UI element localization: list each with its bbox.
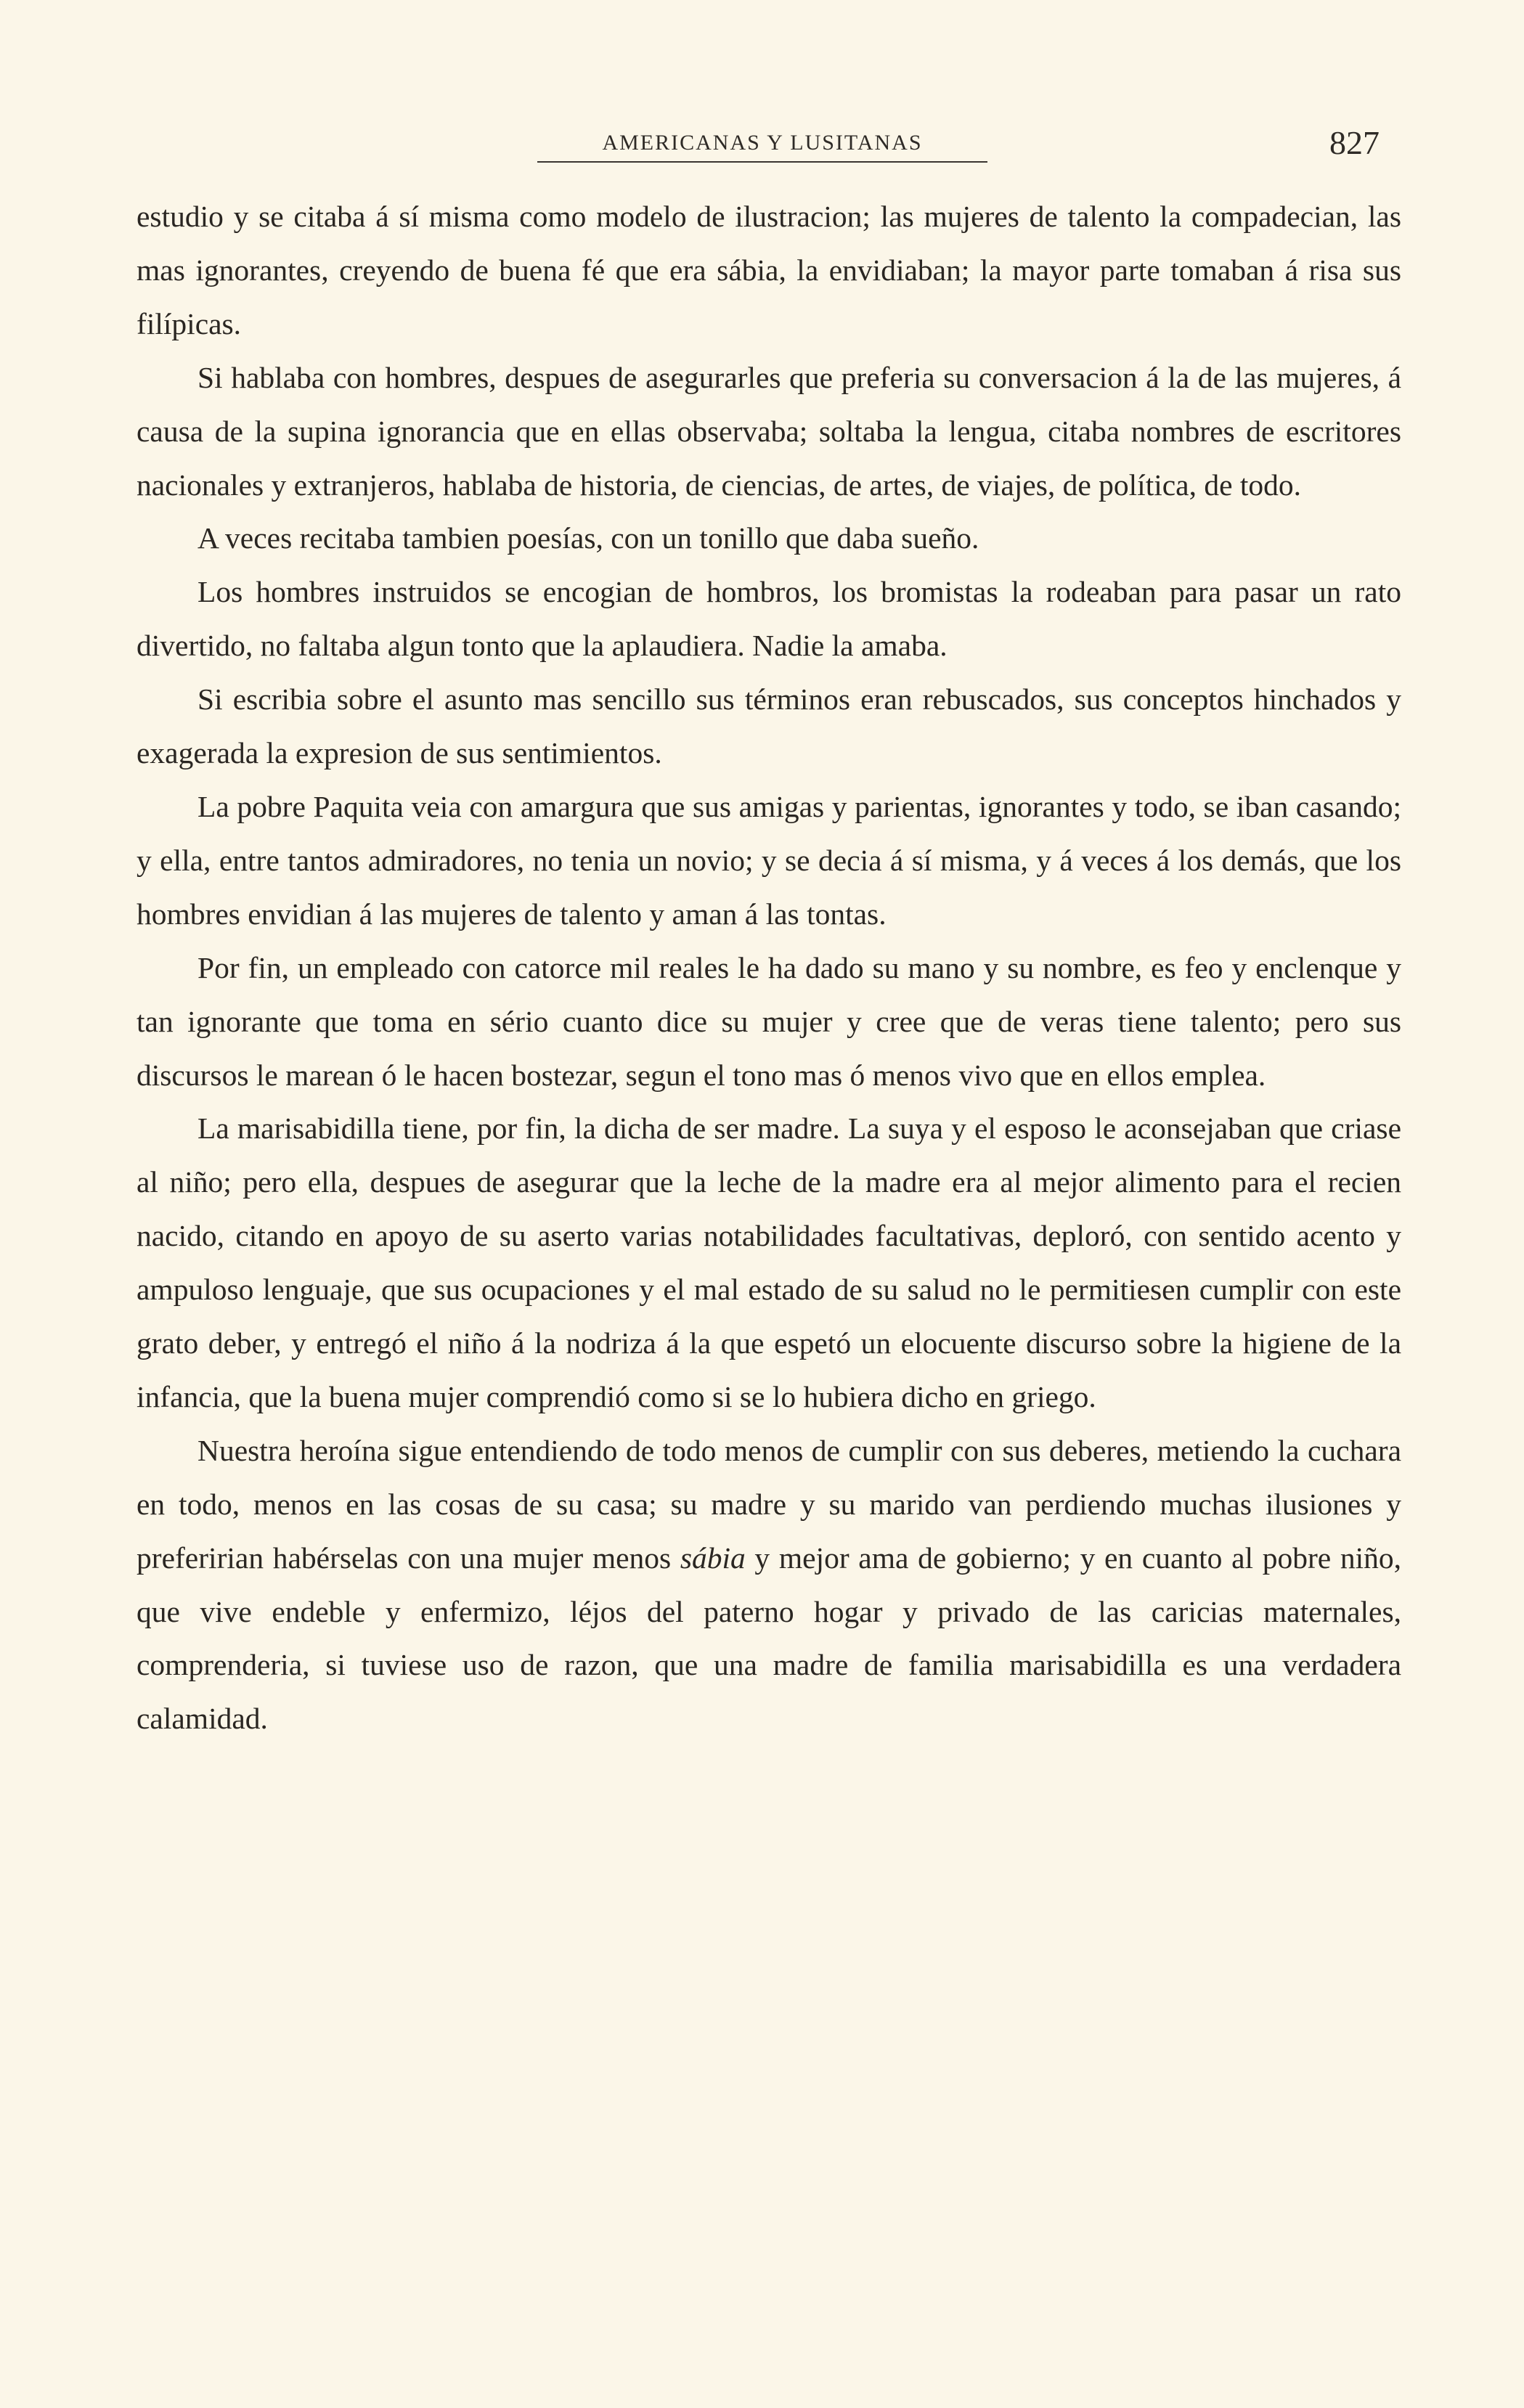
paragraph: Si hablaba con hombres, despues de asegurarles que preferia su conversacion á la de las mujeres, á causa de la supina ignorancia que en ellas observaba; soltaba la lengua, citaba nombres de escritores nacionales y extranjeros, hablaba de historia, de ciencias, de artes, de viajes, de política, de todo. bbox=[136, 360, 1401, 502]
page-number: 827 bbox=[1329, 124, 1380, 161]
paragraph: Los hombres instruidos se encogian de hombros, los bromistas la rodeaban para pasar un rato divertido, no faltaba algun tonto que la aplaudiera. Nadie la amaba. bbox=[136, 575, 1401, 663]
final-paragraph bbox=[136, 1424, 1401, 1746]
italic-word: sábia bbox=[680, 1540, 746, 1575]
paragraph: Por fin, un empleado con catorce mil reales le ha dado su mano y su nombre, es feo y enclenque y tan ignorante que toma en sério cuanto dice su mujer y cree que de veras tiene talento; pero sus discursos le marean ó le hacen bostezar, segun el tono mas ó menos vivo que en ellos emplea. bbox=[136, 950, 1401, 1092]
paragraph: Si escribia sobre el asunto mas sencillo sus términos eran rebuscados, sus conceptos hinchados y exagerada la expresion de sus sentimientos. bbox=[136, 682, 1401, 770]
paragraph: A veces recitaba tambien poesías, con un tonillo que daba sueño. bbox=[197, 521, 979, 555]
running-title: AMERICANAS Y LUSITANAS bbox=[602, 131, 923, 155]
paragraph: La marisabidilla tiene, por fin, la dicha de ser madre. La suya y el esposo le aconsejaban que criase al niño; pero ella, despues de asegurar que la leche de la madre era al mejor alimento para el recien nacido, citando en apoyo de su aserto varias notabilidades facultativas, deploró, con sentido acento y ampuloso lenguaje, que sus ocupaciones y el mal estado de su salud no le permitiesen cumplir con este grato deber, y entregó el niño á la nodriza á la que espetó un elocuente discurso sobre la higiene de la infancia, que la buena mujer comprendió como si se lo hubiera dicho en griego. bbox=[136, 1111, 1401, 1413]
page-header bbox=[537, 123, 1380, 167]
paragraph: estudio y se citaba á sí misma como modelo de ilustracion; las mujeres de talento la compadecian, las mas ignorantes, creyendo de buena fé que era sábia, la envidiaban; la mayor parte tomaban á risa sus filípicas. bbox=[136, 200, 1401, 340]
body-text bbox=[136, 190, 1401, 1746]
final-paragraph-part1: Nuestra heroína sigue entendiendo de todo menos de cumplir con sus deberes, metiendo la cuchara en todo, menos en las cosas de su casa; su madre y su marido van perdiendo muchas ilusiones y preferirian habérselas con una mujer menos bbox=[136, 1433, 1401, 1575]
final-paragraph-part2: y mejor ama de gobierno; y en cuanto al pobre niño, que vive endeble y enfermizo, léjos del paterno hogar y privado de las caricias maternales, comprenderia, si tuviese uso de razon, que una madre de familia marisabidilla es una verdadera calamidad. bbox=[136, 1540, 1401, 1736]
paragraph: La pobre Paquita veia con amargura que sus amigas y parientas, ignorantes y todo, se iban casando; y ella, entre tantos admiradores, no tenia un novio; y se decia á sí misma, y á veces á los demás, que los hombres envidian á las mujeres de talento y aman á las tontas. bbox=[136, 789, 1401, 931]
header-rule bbox=[537, 161, 987, 163]
